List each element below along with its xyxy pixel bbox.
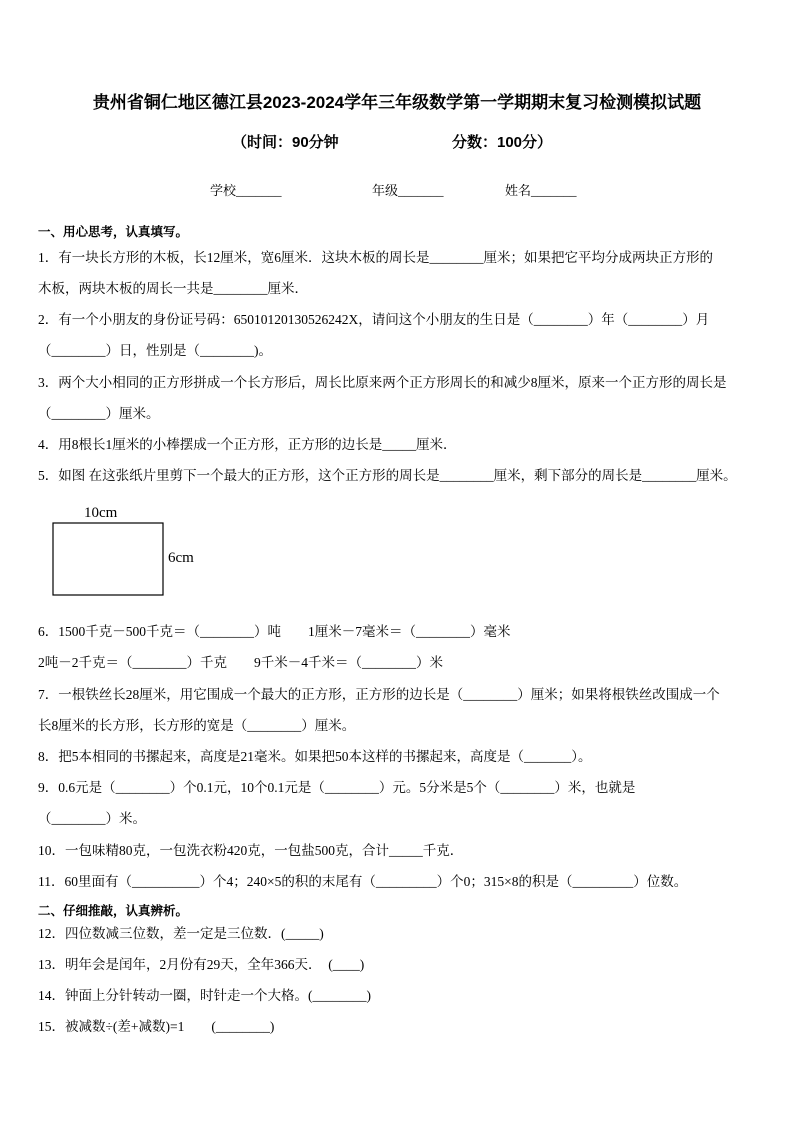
question-10: 10．一包味精80克，一包洗衣粉420克，一包盐500克，合计_____千克． xyxy=(38,843,464,858)
exam-title: 贵州省铜仁地区德江县2023-2024学年三年级数学第一学期期末复习检测模拟试题 xyxy=(92,93,702,112)
question-5: 5．如图 在这张纸片里剪下一个最大的正方形，这个正方形的周长是________厘米，剩下部分的周长是________厘米。 xyxy=(38,468,737,483)
section-2-heading: 二、仔细推敲，认真辨析。 xyxy=(38,904,189,918)
question-1-line-1: 1．有一块长方形的木板，长12厘米，宽6厘米．这块木板的周长是________厘米；如果把它平均分成两块正方形的 xyxy=(38,250,713,265)
school-field: 学校_______ xyxy=(210,183,282,198)
question-7-line-1: 7．一根铁丝长28厘米，用它围成一个最大的正方形，正方形的边长是（________）厘米；如果将根铁丝改围成一个 xyxy=(38,687,720,702)
section-1-heading: 一、用心思考，认真填写。 xyxy=(38,225,189,239)
question-3-line-1: 3．两个大小相同的正方形拼成一个长方形后，周长比原来两个正方形周长的和减少8厘米，原来一个正方形的周长是 xyxy=(38,375,727,390)
question-6-line-1: 6．1500千克－500千克＝（________）吨 1厘米－7毫米＝（________）毫米 xyxy=(38,624,511,639)
question-3-line-2: （________）厘米。 xyxy=(38,406,160,421)
grade-field: 年级_______ xyxy=(372,183,444,198)
rectangle-height-label: 6cm xyxy=(168,550,194,566)
rectangle-width-label: 10cm xyxy=(84,505,118,521)
question-15: 15．被减数÷(差+减数)=1 (________) xyxy=(38,1019,275,1034)
question-8: 8．把5本相同的书摞起来，高度是21毫米。如果把50本这样的书摞起来，高度是（_______）。 xyxy=(38,749,592,764)
question-7-line-2: 长8厘米的长方形，长方形的宽是（________）厘米。 xyxy=(38,718,356,733)
name-field: 姓名_______ xyxy=(505,183,577,198)
question-14: 14．钟面上分针转动一圈，时针走一个大格。(________) xyxy=(38,988,371,1003)
question-9-line-2: （________）米。 xyxy=(38,811,146,826)
rectangle-shape xyxy=(53,523,163,595)
question-9-line-1: 9．0.6元是（________）个0.1元，10个0.1元是（________）元。5分米是5个（________）米，也就是 xyxy=(38,780,636,795)
question-12: 12．四位数减三位数，差一定是三位数．(_____) xyxy=(38,926,324,941)
question-1-line-2: 木板，两块木板的周长一共是________厘米． xyxy=(38,281,308,296)
question-2-line-2: （________）日，性别是（________)。 xyxy=(38,343,272,358)
exam-score: 分数：100分） xyxy=(452,134,553,151)
exam-time: （时间：90分钟 xyxy=(232,134,339,151)
question-2-line-1: 2．有一个小朋友的身份证号码：65010120130526242X，请问这个小朋友的生日是（________）年（________）月 xyxy=(38,312,710,327)
question-13: 13．明年会是闰年，2月份有29天，全年366天． (____) xyxy=(38,957,365,972)
question-11: 11．60里面有（__________）个4；240×5的积的末尾有（_________）个0；315×8的积是（_________）位数。 xyxy=(38,874,688,889)
rectangle-figure xyxy=(40,506,220,601)
question-6-line-2: 2吨－2千克＝（________）千克 9千米－4千米＝（________）米 xyxy=(38,655,443,670)
question-4: 4．用8根长1厘米的小棒摆成一个正方形，正方形的边长是_____厘米． xyxy=(38,437,457,452)
